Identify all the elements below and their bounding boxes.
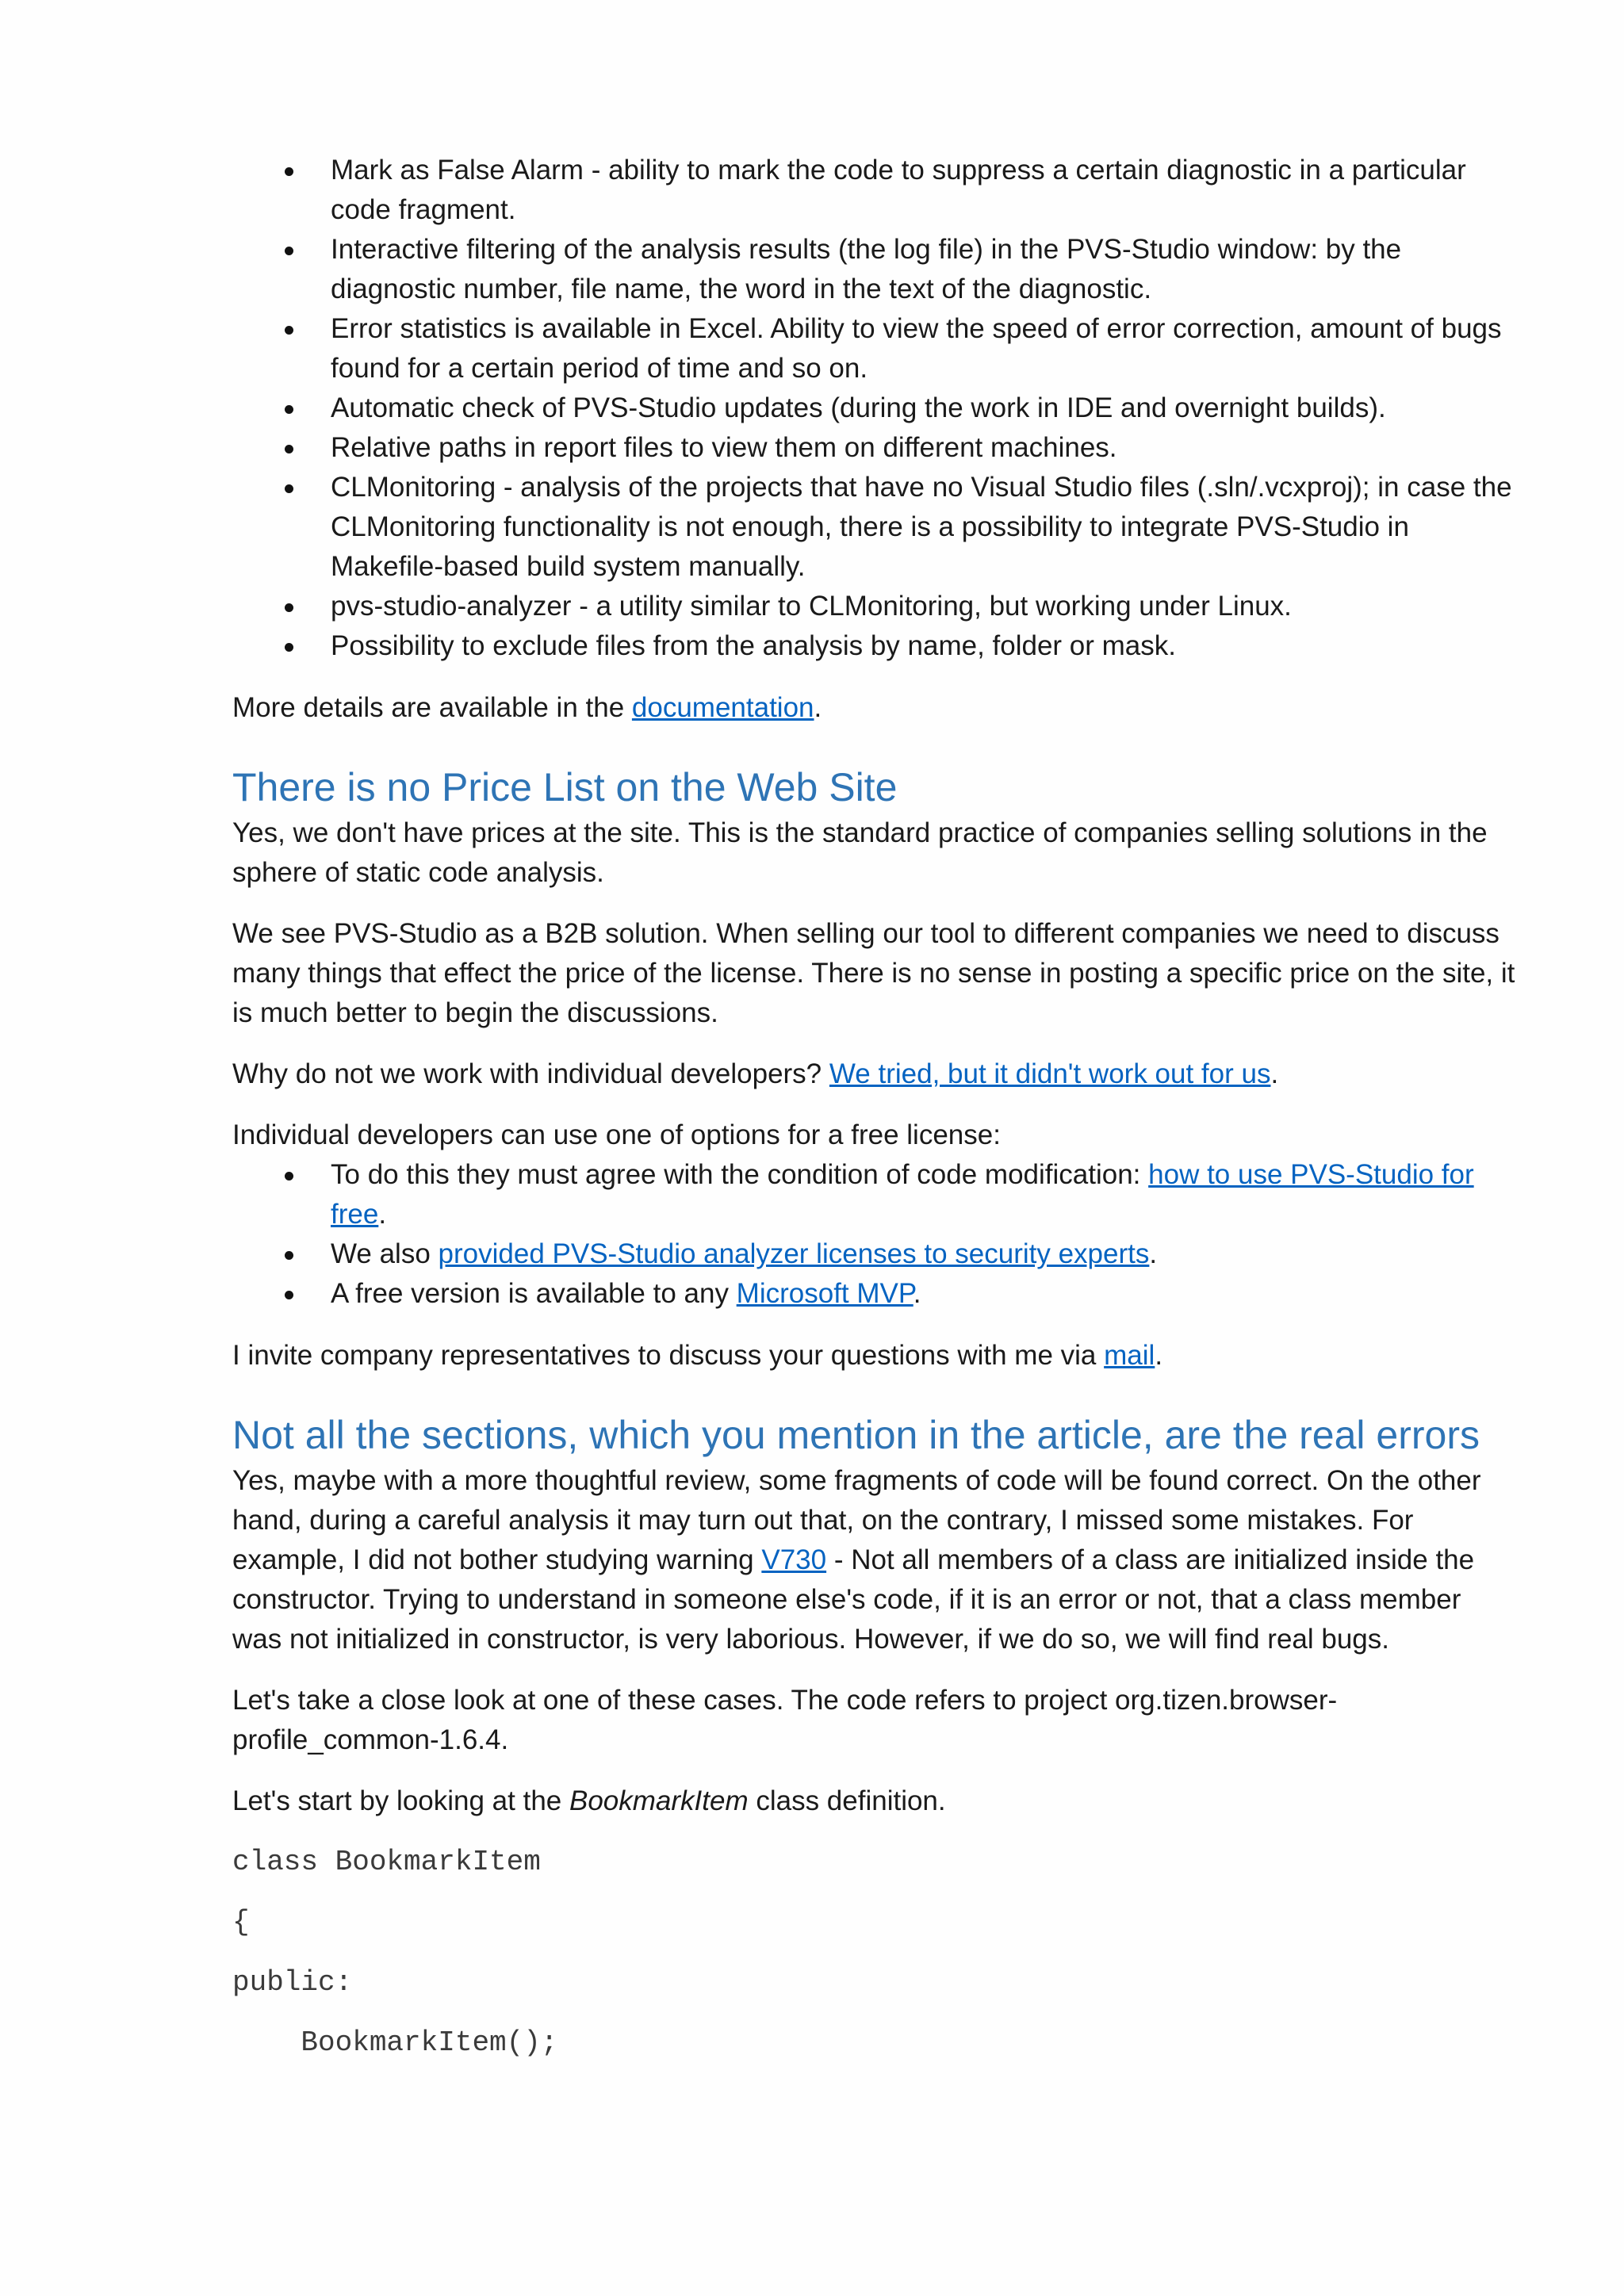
bullet-icon: [285, 1172, 293, 1181]
list-item: To do this they must agree with the condition of code modification: how to use PVS-Studio for free.: [232, 1155, 1517, 1234]
price-paragraph-5: I invite company representatives to discuss your questions with me via mail.: [232, 1340, 1163, 1371]
free-usage-link[interactable]: how to use PVS-Studio for free: [331, 1159, 1474, 1230]
list-item: Possibility to exclude files from the analysis by name, folder or mask.: [232, 626, 1517, 666]
more-details-paragraph: More details are available in the documentation.: [232, 692, 822, 723]
v730-link[interactable]: V730: [761, 1544, 827, 1575]
bullet-icon: [285, 405, 293, 414]
list-item: We also provided PVS-Studio analyzer licenses to security experts.: [232, 1234, 1517, 1274]
list-item: Automatic check of PVS-Studio updates (during the work in IDE and overnight builds).: [232, 388, 1517, 428]
errors-paragraph-1: Yes, maybe with a more thoughtful review, some fragments of code will be found correct. On the other hand, during a careful analysis it may turn out that, on the contrary, I missed some mistakes. For example, I did not bother studying warning V730 - Not all members of a class are initialized inside the constructor. Trying to understand in someone else's code, if it is an error or not, that a class member was not initialized in constructor, is very laborious. However, if we do so, we will find real bugs.: [232, 1465, 1481, 1655]
bullet-icon: [285, 643, 293, 652]
list-item: Relative paths in report files to view them on different machines.: [232, 428, 1517, 468]
bullet-icon: [285, 247, 293, 255]
price-section-heading: There is no Price List on the Web Site: [232, 765, 898, 809]
list-item: Interactive filtering of the analysis results (the log file) in the PVS-Studio window: by the diagnostic number, file name, the word in the text of the diagnostic.: [232, 230, 1517, 309]
price-paragraph-4: Individual developers can use one of options for a free license:: [232, 1119, 1001, 1150]
free-license-options-list: [232, 1155, 1517, 1314]
document-content: [232, 151, 1517, 2062]
list-item: A free version is available to any Microsoft MVP.: [232, 1274, 1517, 1314]
price-paragraph-2: We see PVS-Studio as a B2B solution. When selling our tool to different companies we need to discuss many things that effect the price of the license. There is no sense in posting a specific price on the site, it is much better to begin the discussions.: [232, 918, 1515, 1028]
price-paragraph-3: Why do not we work with individual developers? We tried, but it didn't work out for us.: [232, 1058, 1279, 1089]
errors-paragraph-3: Let's start by looking at the BookmarkItem class definition.: [232, 1785, 946, 1816]
bullet-icon: [285, 1291, 293, 1299]
bullet-icon: [285, 167, 293, 176]
class-name-italic: BookmarkItem: [569, 1785, 749, 1816]
list-item: Mark as False Alarm - ability to mark the code to suppress a certain diagnostic in a particular code fragment.: [232, 151, 1517, 230]
bullet-icon: [285, 1251, 293, 1260]
bullet-icon: [285, 445, 293, 453]
bullet-icon: [285, 326, 293, 335]
list-item: Error statistics is available in Excel. Ability to view the speed of error correction, amount of bugs found for a certain period of time and so on.: [232, 309, 1517, 388]
errors-paragraph-2: Let's take a close look at one of these cases. The code refers to project org.tizen.browser-profile_common-1.6.4.: [232, 1685, 1338, 1755]
code-line: class BookmarkItem: [232, 1846, 541, 1878]
list-item: CLMonitoring - analysis of the projects that have no Visual Studio files (.sln/.vcxproj); in case the CLMonitoring functionality is not enough, there is a possibility to integrate PVS-Studio in Makefile-based build system manually.: [232, 468, 1517, 587]
errors-section-heading: Not all the sections, which you mention in the article, are the real errors: [232, 1413, 1480, 1457]
code-line: {: [232, 1906, 250, 1938]
price-paragraph-1: Yes, we don't have prices at the site. This is the standard practice of companies selling solutions in the sphere of static code analysis.: [232, 817, 1488, 888]
mail-link[interactable]: mail: [1104, 1340, 1155, 1371]
code-line: BookmarkItem();: [232, 2026, 558, 2059]
bullet-icon: [285, 603, 293, 612]
security-experts-link[interactable]: provided PVS-Studio analyzer licenses to security experts: [438, 1238, 1150, 1269]
documentation-link[interactable]: documentation: [631, 692, 814, 723]
list-item: pvs-studio-analyzer - a utility similar to CLMonitoring, but working under Linux.: [232, 587, 1517, 626]
we-tried-link[interactable]: We tried, but it didn't work out for us: [829, 1058, 1271, 1089]
bullet-icon: [285, 484, 293, 493]
microsoft-mvp-link[interactable]: Microsoft MVP: [736, 1278, 914, 1309]
code-line: public:: [232, 1966, 353, 1999]
features-list: [232, 151, 1517, 666]
